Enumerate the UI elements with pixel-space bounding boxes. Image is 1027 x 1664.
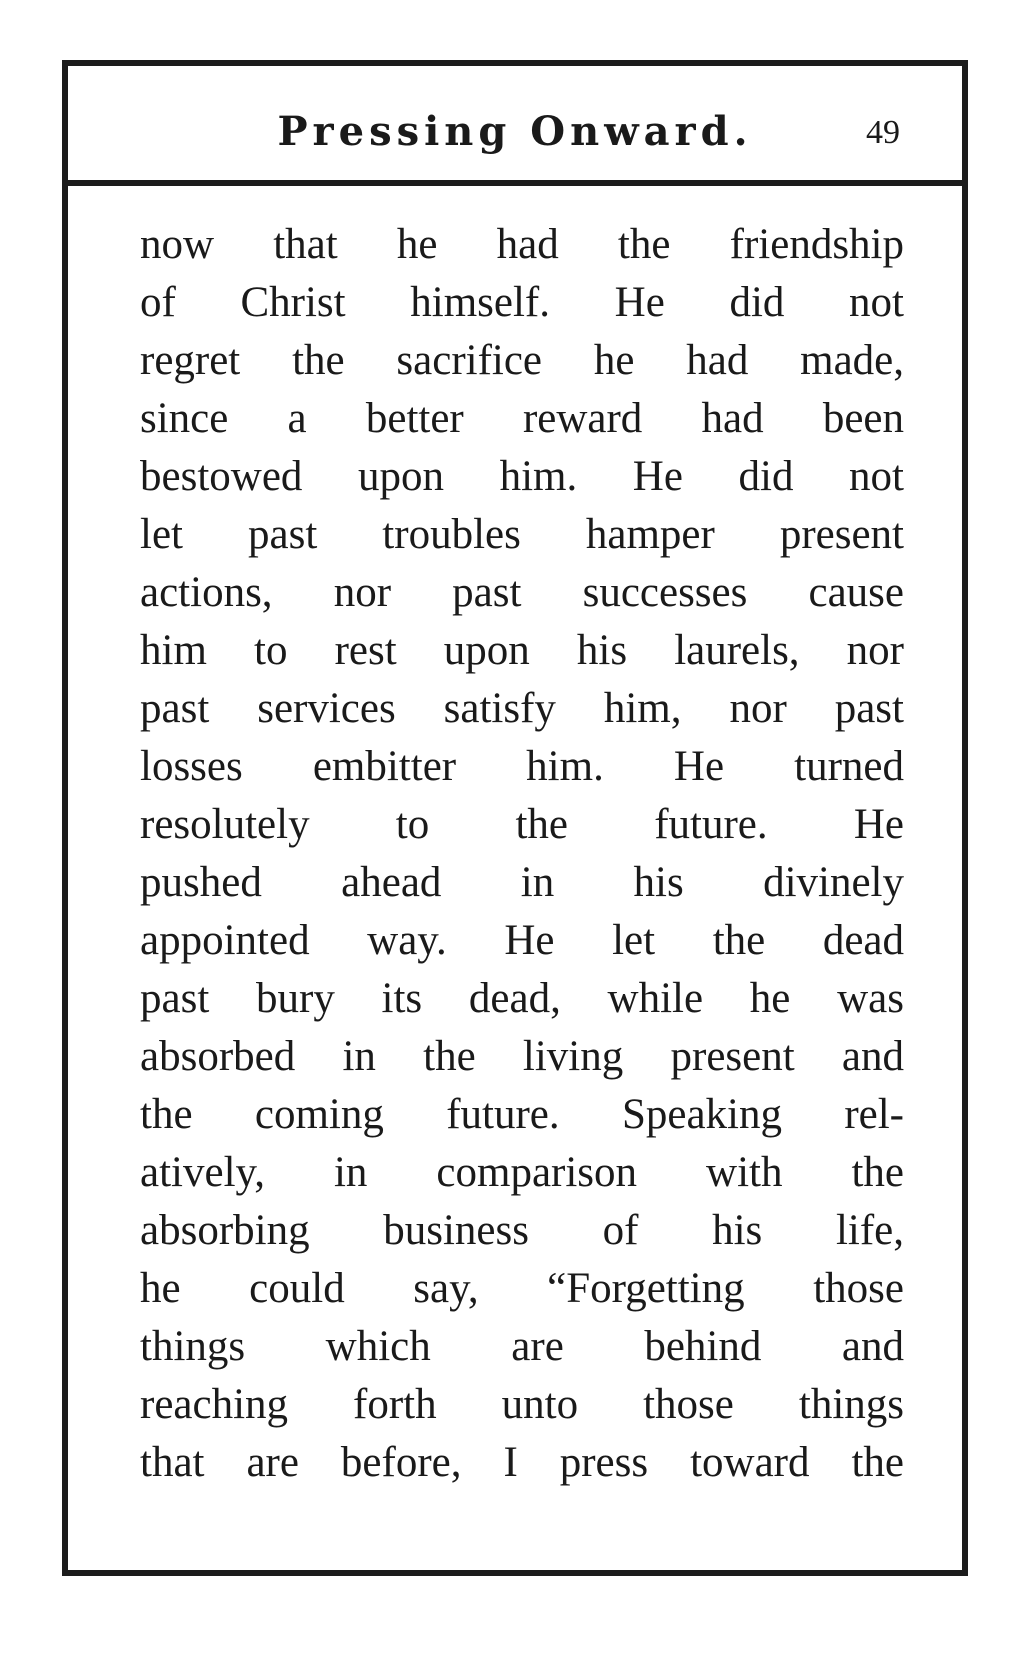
text-line: that are before, I press toward the	[140, 1439, 904, 1486]
text-line: things which are behind and	[140, 1323, 904, 1370]
text-line: actions, nor past successes cause	[140, 569, 904, 616]
text-line: resolutely to the future. He	[140, 801, 904, 848]
body-text	[140, 216, 904, 1492]
text-line: absorbing business of his life,	[140, 1207, 904, 1254]
text-line: regret the sacrifice he had made,	[140, 337, 904, 384]
page-border-frame	[62, 60, 968, 1576]
text-line: appointed way. He let the dead	[140, 917, 904, 964]
text-line: he could say, “Forgetting those	[140, 1265, 904, 1312]
text-line: pushed ahead in his divinely	[140, 859, 904, 906]
page-number: 49	[866, 114, 900, 151]
header-rule	[68, 180, 962, 186]
text-line: the coming future. Speaking rel-	[140, 1091, 904, 1138]
text-line: let past troubles hamper present	[140, 511, 904, 558]
text-line: losses embitter him. He turned	[140, 743, 904, 790]
text-line: of Christ himself. He did not	[140, 279, 904, 326]
text-line: bestowed upon him. He did not	[140, 453, 904, 500]
text-line: since a better reward had been	[140, 395, 904, 442]
text-line: atively, in comparison with the	[140, 1149, 904, 1196]
text-line: reaching forth unto those things	[140, 1381, 904, 1428]
text-line: now that he had the friendship	[140, 221, 904, 268]
text-line: past services satisfy him, nor past	[140, 685, 904, 732]
text-line: past bury its dead, while he was	[140, 975, 904, 1022]
running-title: Pressing Onward.	[277, 108, 753, 155]
running-head	[68, 108, 962, 168]
text-line: him to rest upon his laurels, nor	[140, 627, 904, 674]
text-line: absorbed in the living present and	[140, 1033, 904, 1080]
